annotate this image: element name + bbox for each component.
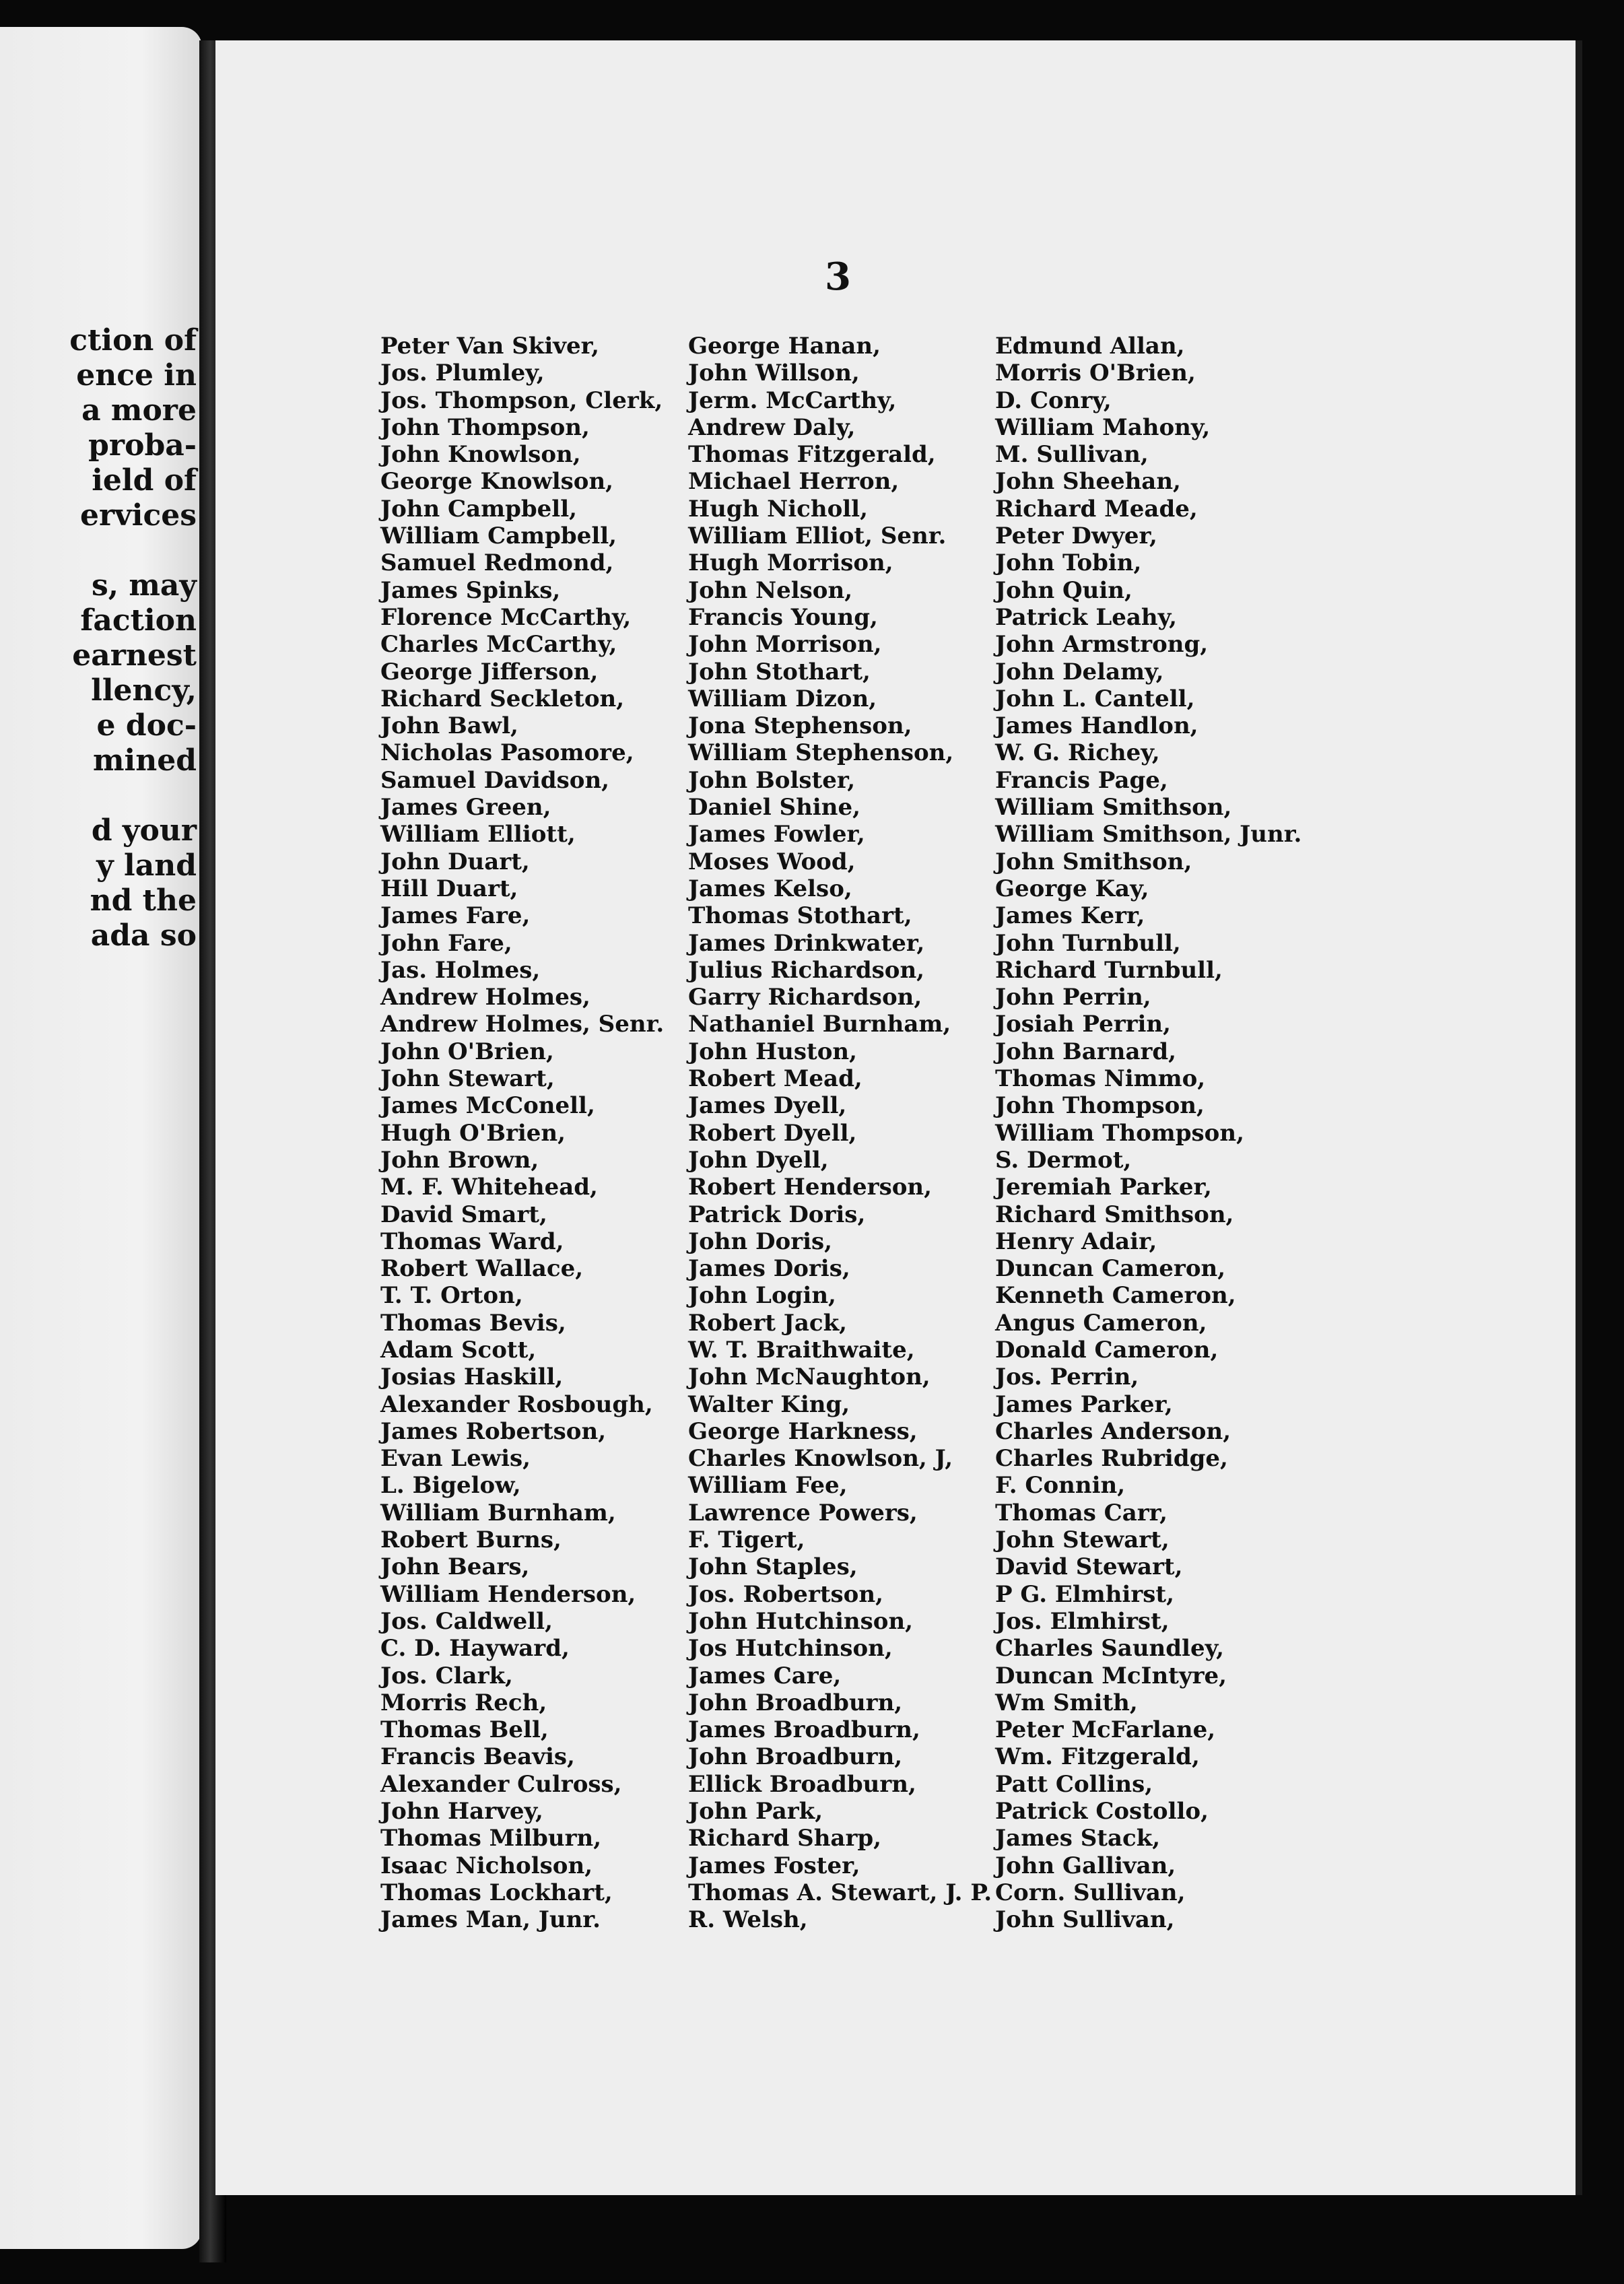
signatory-name: Charles Knowlson, J, bbox=[688, 1445, 953, 1473]
signatory-name: Wm. Fitzgerald, bbox=[995, 1743, 1200, 1771]
signatory-name: John Sullivan, bbox=[995, 1906, 1175, 1934]
signatory-name: John Quin, bbox=[995, 576, 1132, 604]
signatory-name: James Fowler, bbox=[688, 821, 865, 848]
signatory-name: Duncan McIntyre, bbox=[995, 1662, 1227, 1689]
signatory-name: Alexander Rosbough, bbox=[380, 1390, 653, 1418]
signatory-name: Patrick Costollo, bbox=[995, 1798, 1209, 1825]
signatory-name: L. Bigelow, bbox=[380, 1472, 521, 1500]
signatory-name: Robert Mead, bbox=[688, 1065, 862, 1093]
signatory-name: John Bears, bbox=[380, 1553, 530, 1581]
names-column-3 bbox=[995, 333, 1301, 1934]
left-page-line: e doc- bbox=[96, 708, 197, 743]
left-page-line bbox=[69, 533, 197, 568]
signatory-name: John Sheehan, bbox=[995, 468, 1181, 496]
signatory-name: Duncan Cameron, bbox=[995, 1255, 1226, 1283]
signatory-name: Hugh Morrison, bbox=[688, 549, 893, 577]
signatory-name: George Hanan, bbox=[688, 333, 881, 360]
signatory-name: Jerm. McCarthy, bbox=[688, 387, 897, 414]
signatory-name: John Knowlson, bbox=[380, 441, 581, 469]
signatory-name: John Brown, bbox=[380, 1146, 539, 1174]
signatory-name: Morris Rech, bbox=[380, 1689, 547, 1716]
signatory-name: John McNaughton, bbox=[688, 1364, 931, 1391]
signatory-name: John Dyell, bbox=[688, 1146, 829, 1174]
signatory-name: Garry Richardson, bbox=[688, 984, 922, 1011]
signatory-name: James Fare, bbox=[380, 902, 531, 930]
signatory-name: James Foster, bbox=[688, 1852, 860, 1879]
signatory-name: Charles Rubridge, bbox=[995, 1445, 1228, 1473]
signatory-name: Richard Turnbull, bbox=[995, 956, 1223, 984]
signatory-name: Jos. Plumley, bbox=[380, 360, 545, 387]
signatory-name: John Perrin, bbox=[995, 984, 1151, 1011]
left-page-line: y land bbox=[96, 848, 197, 883]
signatory-name: Jos. Perrin, bbox=[995, 1364, 1139, 1391]
signatory-name: James Parker, bbox=[995, 1390, 1173, 1418]
signatory-name: Wm Smith, bbox=[995, 1689, 1138, 1716]
left-page-line: faction bbox=[80, 603, 197, 638]
signatory-name: John Login, bbox=[688, 1282, 836, 1310]
left-page-line: nd the bbox=[90, 883, 197, 918]
signatory-name: David Stewart, bbox=[995, 1553, 1183, 1581]
signatory-name: Angus Cameron, bbox=[995, 1309, 1207, 1337]
signatory-name: John Armstrong, bbox=[995, 631, 1209, 659]
signatory-name: Jos. Thompson, Clerk, bbox=[380, 387, 663, 414]
signatory-name: D. Conry, bbox=[995, 387, 1112, 414]
left-page-line bbox=[69, 778, 197, 813]
signatory-name: Alexander Culross, bbox=[380, 1770, 622, 1798]
signatory-name: Thomas Nimmo, bbox=[995, 1065, 1206, 1093]
signatory-name: Kenneth Cameron, bbox=[995, 1282, 1236, 1310]
signatory-name: Josiah Perrin, bbox=[995, 1011, 1171, 1038]
signatory-name: Francis Page, bbox=[995, 766, 1168, 794]
signatory-name: Robert Henderson, bbox=[688, 1174, 932, 1201]
signatory-name: John Thompson, bbox=[995, 1092, 1205, 1120]
left-page-line: earnest bbox=[72, 638, 197, 673]
signatory-name: Patrick Doris, bbox=[688, 1201, 866, 1228]
signatory-name: James Handlon, bbox=[995, 712, 1198, 740]
signatory-name: Peter Van Skiver, bbox=[380, 333, 599, 360]
signatory-name: Peter Dwyer, bbox=[995, 523, 1157, 550]
signatory-name: Charles Saundley, bbox=[995, 1635, 1224, 1662]
signatory-name: Thomas Bell, bbox=[380, 1716, 549, 1744]
signatory-name: William Campbell, bbox=[380, 523, 617, 550]
signatory-name: Evan Lewis, bbox=[380, 1445, 531, 1473]
signatory-name: W. G. Richey, bbox=[995, 739, 1160, 767]
signatory-name: Francis Beavis, bbox=[380, 1743, 575, 1771]
signatory-name: John Stewart, bbox=[380, 1065, 555, 1093]
signatory-name: John Broadburn, bbox=[688, 1743, 903, 1771]
signatory-name: Hugh Nicholl, bbox=[688, 495, 868, 523]
signatory-name: John O'Brien, bbox=[380, 1038, 554, 1065]
signatory-name: Robert Burns, bbox=[380, 1526, 562, 1554]
signatory-name: Richard Meade, bbox=[995, 495, 1198, 523]
left-page-line: proba- bbox=[88, 428, 197, 463]
left-page-line: ield of bbox=[92, 463, 197, 498]
signatory-name: John Park, bbox=[688, 1798, 823, 1825]
signatory-name: James Care, bbox=[688, 1662, 842, 1689]
signatory-name: Andrew Holmes, Senr. bbox=[380, 1011, 665, 1038]
signatory-name: Jeremiah Parker, bbox=[995, 1174, 1212, 1201]
signatory-name: John Willson, bbox=[688, 360, 860, 387]
signatory-name: James McConell, bbox=[380, 1092, 595, 1120]
signatory-name: George Knowlson, bbox=[380, 468, 614, 496]
signatory-name: Hugh O'Brien, bbox=[380, 1119, 566, 1147]
signatory-name: Thomas Fitzgerald, bbox=[688, 441, 936, 469]
left-page-line: llency, bbox=[91, 673, 197, 708]
signatory-name: Patt Collins, bbox=[995, 1770, 1153, 1798]
signatory-name: Henry Adair, bbox=[995, 1228, 1157, 1255]
signatory-name: George Jifferson, bbox=[380, 658, 599, 685]
signatory-name: Robert Wallace, bbox=[380, 1255, 584, 1283]
signatory-name: John Broadburn, bbox=[688, 1689, 903, 1716]
signatory-name: S. Dermot, bbox=[995, 1146, 1132, 1174]
signatory-name: Robert Jack, bbox=[688, 1309, 848, 1337]
signatory-name: Jos Hutchinson, bbox=[688, 1635, 893, 1662]
signatory-name: M. Sullivan, bbox=[995, 441, 1149, 469]
signatory-name: William Elliott, bbox=[380, 821, 576, 848]
signatory-name: Thomas Ward, bbox=[380, 1228, 564, 1255]
left-page-line: ction of bbox=[69, 323, 197, 358]
signatory-name: Michael Herron, bbox=[688, 468, 900, 496]
left-facing-page bbox=[0, 27, 202, 2249]
signatory-name: Richard Seckleton, bbox=[380, 685, 625, 712]
signatory-name: John Gallivan, bbox=[995, 1852, 1176, 1879]
signatory-name: William Stephenson, bbox=[688, 739, 954, 767]
signatory-name: William Mahony, bbox=[995, 413, 1211, 441]
signatory-name: Donald Cameron, bbox=[995, 1336, 1219, 1364]
left-page-line: ervices bbox=[79, 498, 197, 533]
signatory-name: John Campbell, bbox=[380, 495, 577, 523]
page-number: 3 bbox=[825, 255, 851, 299]
signatory-name: C. D. Hayward, bbox=[380, 1635, 570, 1662]
signatory-name: Ellick Broadburn, bbox=[688, 1770, 916, 1798]
signatory-name: Francis Young, bbox=[688, 603, 878, 631]
signatory-name: John Morrison, bbox=[688, 631, 882, 659]
signatory-name: James Spinks, bbox=[380, 576, 561, 604]
signatory-name: P G. Elmhirst, bbox=[995, 1580, 1174, 1608]
signatory-name: R. Welsh, bbox=[688, 1906, 808, 1934]
signatory-name: Richard Sharp, bbox=[688, 1825, 881, 1852]
left-page-line: s, may bbox=[91, 568, 197, 603]
signatory-name: John Bawl, bbox=[380, 712, 518, 740]
signatory-name: James Kerr, bbox=[995, 902, 1145, 930]
signatory-name: Thomas Bevis, bbox=[380, 1309, 566, 1337]
signatory-name: Corn. Sullivan, bbox=[995, 1879, 1186, 1906]
signatory-name: Robert Dyell, bbox=[688, 1119, 857, 1147]
signatory-name: David Smart, bbox=[380, 1201, 547, 1228]
signatory-name: Jos. Clark, bbox=[380, 1662, 513, 1689]
signatory-name: William Smithson, bbox=[995, 794, 1232, 821]
signatory-name: James Green, bbox=[380, 794, 551, 821]
signatory-name: Charles Anderson, bbox=[995, 1417, 1231, 1445]
signatory-name: John Tobin, bbox=[995, 549, 1142, 577]
signatory-name: William Henderson, bbox=[380, 1580, 636, 1608]
signatory-name: Samuel Davidson, bbox=[380, 766, 609, 794]
signatory-name: William Elliot, Senr. bbox=[688, 523, 947, 550]
signatory-name: W. T. Braithwaite, bbox=[688, 1336, 915, 1364]
signatory-name: John Stothart, bbox=[688, 658, 871, 685]
signatory-name: James Dyell, bbox=[688, 1092, 847, 1120]
signatory-name: John Thompson, bbox=[380, 413, 590, 441]
signatory-name: Charles McCarthy, bbox=[380, 631, 617, 659]
signatory-name: T. T. Orton, bbox=[380, 1282, 523, 1310]
signatory-name: William Thompson, bbox=[995, 1119, 1244, 1147]
signatory-name: John Staples, bbox=[688, 1553, 858, 1581]
signatory-name: Patrick Leahy, bbox=[995, 603, 1177, 631]
signatory-name: John Duart, bbox=[380, 848, 530, 875]
signatory-name: Josias Haskill, bbox=[380, 1364, 564, 1391]
signatory-name: Jos. Elmhirst, bbox=[995, 1607, 1170, 1635]
signatory-name: John Nelson, bbox=[688, 576, 853, 604]
signatory-name: Adam Scott, bbox=[380, 1336, 537, 1364]
signatory-name: William Fee, bbox=[688, 1472, 848, 1500]
signatory-name: John Delamy, bbox=[995, 658, 1164, 685]
signatory-name: Nathaniel Burnham, bbox=[688, 1011, 951, 1038]
signatory-name: John Stewart, bbox=[995, 1526, 1170, 1554]
signatory-name: Thomas Milburn, bbox=[380, 1825, 602, 1852]
signatory-name: F. Connin, bbox=[995, 1472, 1126, 1500]
signatory-name: John Smithson, bbox=[995, 848, 1192, 875]
signatory-name: Edmund Allan, bbox=[995, 333, 1185, 360]
signatory-name: Daniel Shine, bbox=[688, 794, 860, 821]
signatory-name: Morris O'Brien, bbox=[995, 360, 1196, 387]
signatory-name: James Man, Junr. bbox=[380, 1906, 601, 1934]
signatory-name: M. F. Whitehead, bbox=[380, 1174, 598, 1201]
signatory-name: John Bolster, bbox=[688, 766, 856, 794]
signatory-name: Moses Wood, bbox=[688, 848, 856, 875]
signatory-name: F. Tigert, bbox=[688, 1526, 805, 1554]
signatory-name: John L. Cantell, bbox=[995, 685, 1195, 712]
left-page-line: ada so bbox=[90, 918, 197, 953]
signatory-name: Samuel Redmond, bbox=[380, 549, 614, 577]
signatory-name: John Harvey, bbox=[380, 1798, 543, 1825]
signatory-name: Thomas Carr, bbox=[995, 1499, 1168, 1526]
left-page-line: mined bbox=[92, 743, 197, 778]
signatory-name: Walter King, bbox=[688, 1390, 850, 1418]
signatory-name: James Kelso, bbox=[688, 875, 852, 902]
signatory-name: Julius Richardson, bbox=[688, 956, 925, 984]
signatory-name: Peter McFarlane, bbox=[995, 1716, 1216, 1744]
signatory-name: John Barnard, bbox=[995, 1038, 1176, 1065]
left-page-line: ence in bbox=[76, 358, 197, 393]
signatory-name: Isaac Nicholson, bbox=[380, 1852, 593, 1879]
signatory-name: John Hutchinson, bbox=[688, 1607, 914, 1635]
signatory-name: William Smithson, Junr. bbox=[995, 821, 1302, 848]
signatory-name: Jas. Holmes, bbox=[380, 956, 541, 984]
signatory-name: James Doris, bbox=[688, 1255, 850, 1283]
names-column-2 bbox=[688, 333, 992, 1934]
signatory-name: George Kay, bbox=[995, 875, 1149, 902]
signatory-name: John Doris, bbox=[688, 1228, 833, 1255]
signatory-name: James Robertson, bbox=[380, 1417, 607, 1445]
signatory-name: John Turnbull, bbox=[995, 929, 1181, 957]
signatory-name: Hill Duart, bbox=[380, 875, 518, 902]
signatory-name: Jos. Robertson, bbox=[688, 1580, 883, 1608]
signatory-name: Jona Stephenson, bbox=[688, 712, 912, 740]
signatory-name: John Huston, bbox=[688, 1038, 857, 1065]
signatory-name: William Burnham, bbox=[380, 1499, 616, 1526]
signatory-name: Thomas Lockhart, bbox=[380, 1879, 613, 1906]
names-column-1 bbox=[380, 333, 664, 1934]
signatory-name: Nicholas Pasomore, bbox=[380, 739, 634, 767]
left-page-text-fragments bbox=[69, 323, 197, 953]
signatory-name: William Dizon, bbox=[688, 685, 877, 712]
signatory-name: Richard Smithson, bbox=[995, 1201, 1234, 1228]
signatory-name: James Drinkwater, bbox=[688, 929, 925, 957]
signatory-name: Lawrence Powers, bbox=[688, 1499, 918, 1526]
signatory-name: James Stack, bbox=[995, 1825, 1161, 1852]
left-page-line: d your bbox=[91, 813, 197, 848]
signatory-name: George Harkness, bbox=[688, 1417, 918, 1445]
signatory-name: Thomas A. Stewart, J. P. bbox=[688, 1879, 992, 1906]
signatory-name: Andrew Daly, bbox=[688, 413, 856, 441]
signatory-name: Andrew Holmes, bbox=[380, 984, 590, 1011]
signatory-name: James Broadburn, bbox=[688, 1716, 920, 1744]
left-page-line: a more bbox=[81, 393, 197, 428]
signatory-name: Florence McCarthy, bbox=[380, 603, 632, 631]
signatory-name: Jos. Caldwell, bbox=[380, 1607, 553, 1635]
signatory-name: Thomas Stothart, bbox=[688, 902, 912, 930]
signatory-name: John Fare, bbox=[380, 929, 512, 957]
